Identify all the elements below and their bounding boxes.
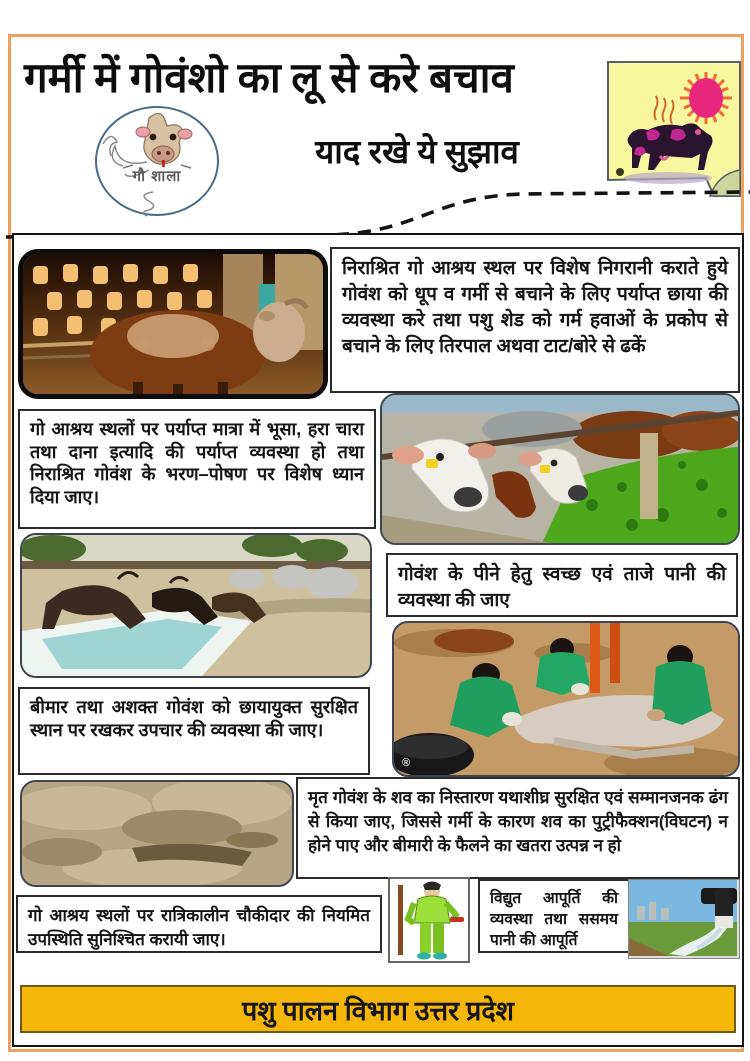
footer-banner — [20, 985, 736, 1033]
tip-night-watchman: गो आश्रय स्थलों पर रात्रिकालीन चौकीदार की नियमित उपस्थिति सुनिश्चित करायी जाए। — [16, 895, 382, 953]
tip-treatment: बीमार तथा अशक्त गोवंश को छायायुक्त सुरक्षित स्थान पर रखकर उपचार की व्यवस्था की जाए। — [18, 687, 370, 775]
logo-label: गौ शाला — [132, 168, 182, 185]
cow-sun-icon — [606, 60, 742, 198]
page-subtitle: याद रखे ये सुझाव — [315, 135, 519, 171]
tip-clean-water: गोवंश के पीने हेतु स्वच्छ एवं ताजे पानी की व्यवस्था की जाए — [386, 553, 738, 617]
tip-electricity-water: विद्युत आपूर्ति की व्यवस्था तथा ससमय पानी की आपूर्ति — [478, 879, 630, 953]
carcass-site-photo — [20, 780, 294, 887]
page-title: गर्मी में गोवंशो का लू से करे बचाव — [24, 56, 514, 102]
water-pipe-photo — [628, 879, 740, 959]
cow-shed-photo — [18, 249, 328, 399]
photo-watermark: ® — [402, 757, 411, 769]
vet-treatment-photo — [392, 621, 740, 777]
watchman-clipart — [388, 877, 470, 963]
heat-cow-note — [606, 60, 742, 198]
content-box — [12, 233, 744, 1047]
tip-shade-shed: निराश्रित गो आश्रय स्थल पर विशेष निगरानी कराते हुये गोवंश को धूप व गर्मी से बचाने के लिए पर्याप्त छाया की व्यवस्था करे तथा पशु शेड को गर्म हवाओं के प्रकोप से बचाने के लिए तिरपाल अथवा टाट/बोरे से ढकें — [330, 247, 740, 393]
buffalo-trough-photo — [20, 533, 372, 678]
tip-fodder: गो आश्रय स्थलों पर पर्याप्त मात्रा में भूसा, हरा चारा तथा दाना इत्यादि की पर्याप्त व्यवस्था हो तथा निराश्रित गोवंश के भरण–पोषण पर विशेष ध्यान दिया जाए। — [18, 409, 376, 529]
department-name: पशु पालन विभाग उत्तर प्रदेश — [241, 995, 515, 1026]
cows-feeding-photo — [380, 393, 740, 545]
tip-carcass-disposal: मृत गोवंश के शव का निस्तारण यथाशीघ्र सुरक्षित एवं सम्मानजनक ढंग से किया जाए, जिससे गर्मी के कारण शव का पुट्रीफैक्शन(विघटन) न होने पाए और बीमारी के फैलने का खतरा उत्पन्न न हो — [296, 777, 740, 879]
